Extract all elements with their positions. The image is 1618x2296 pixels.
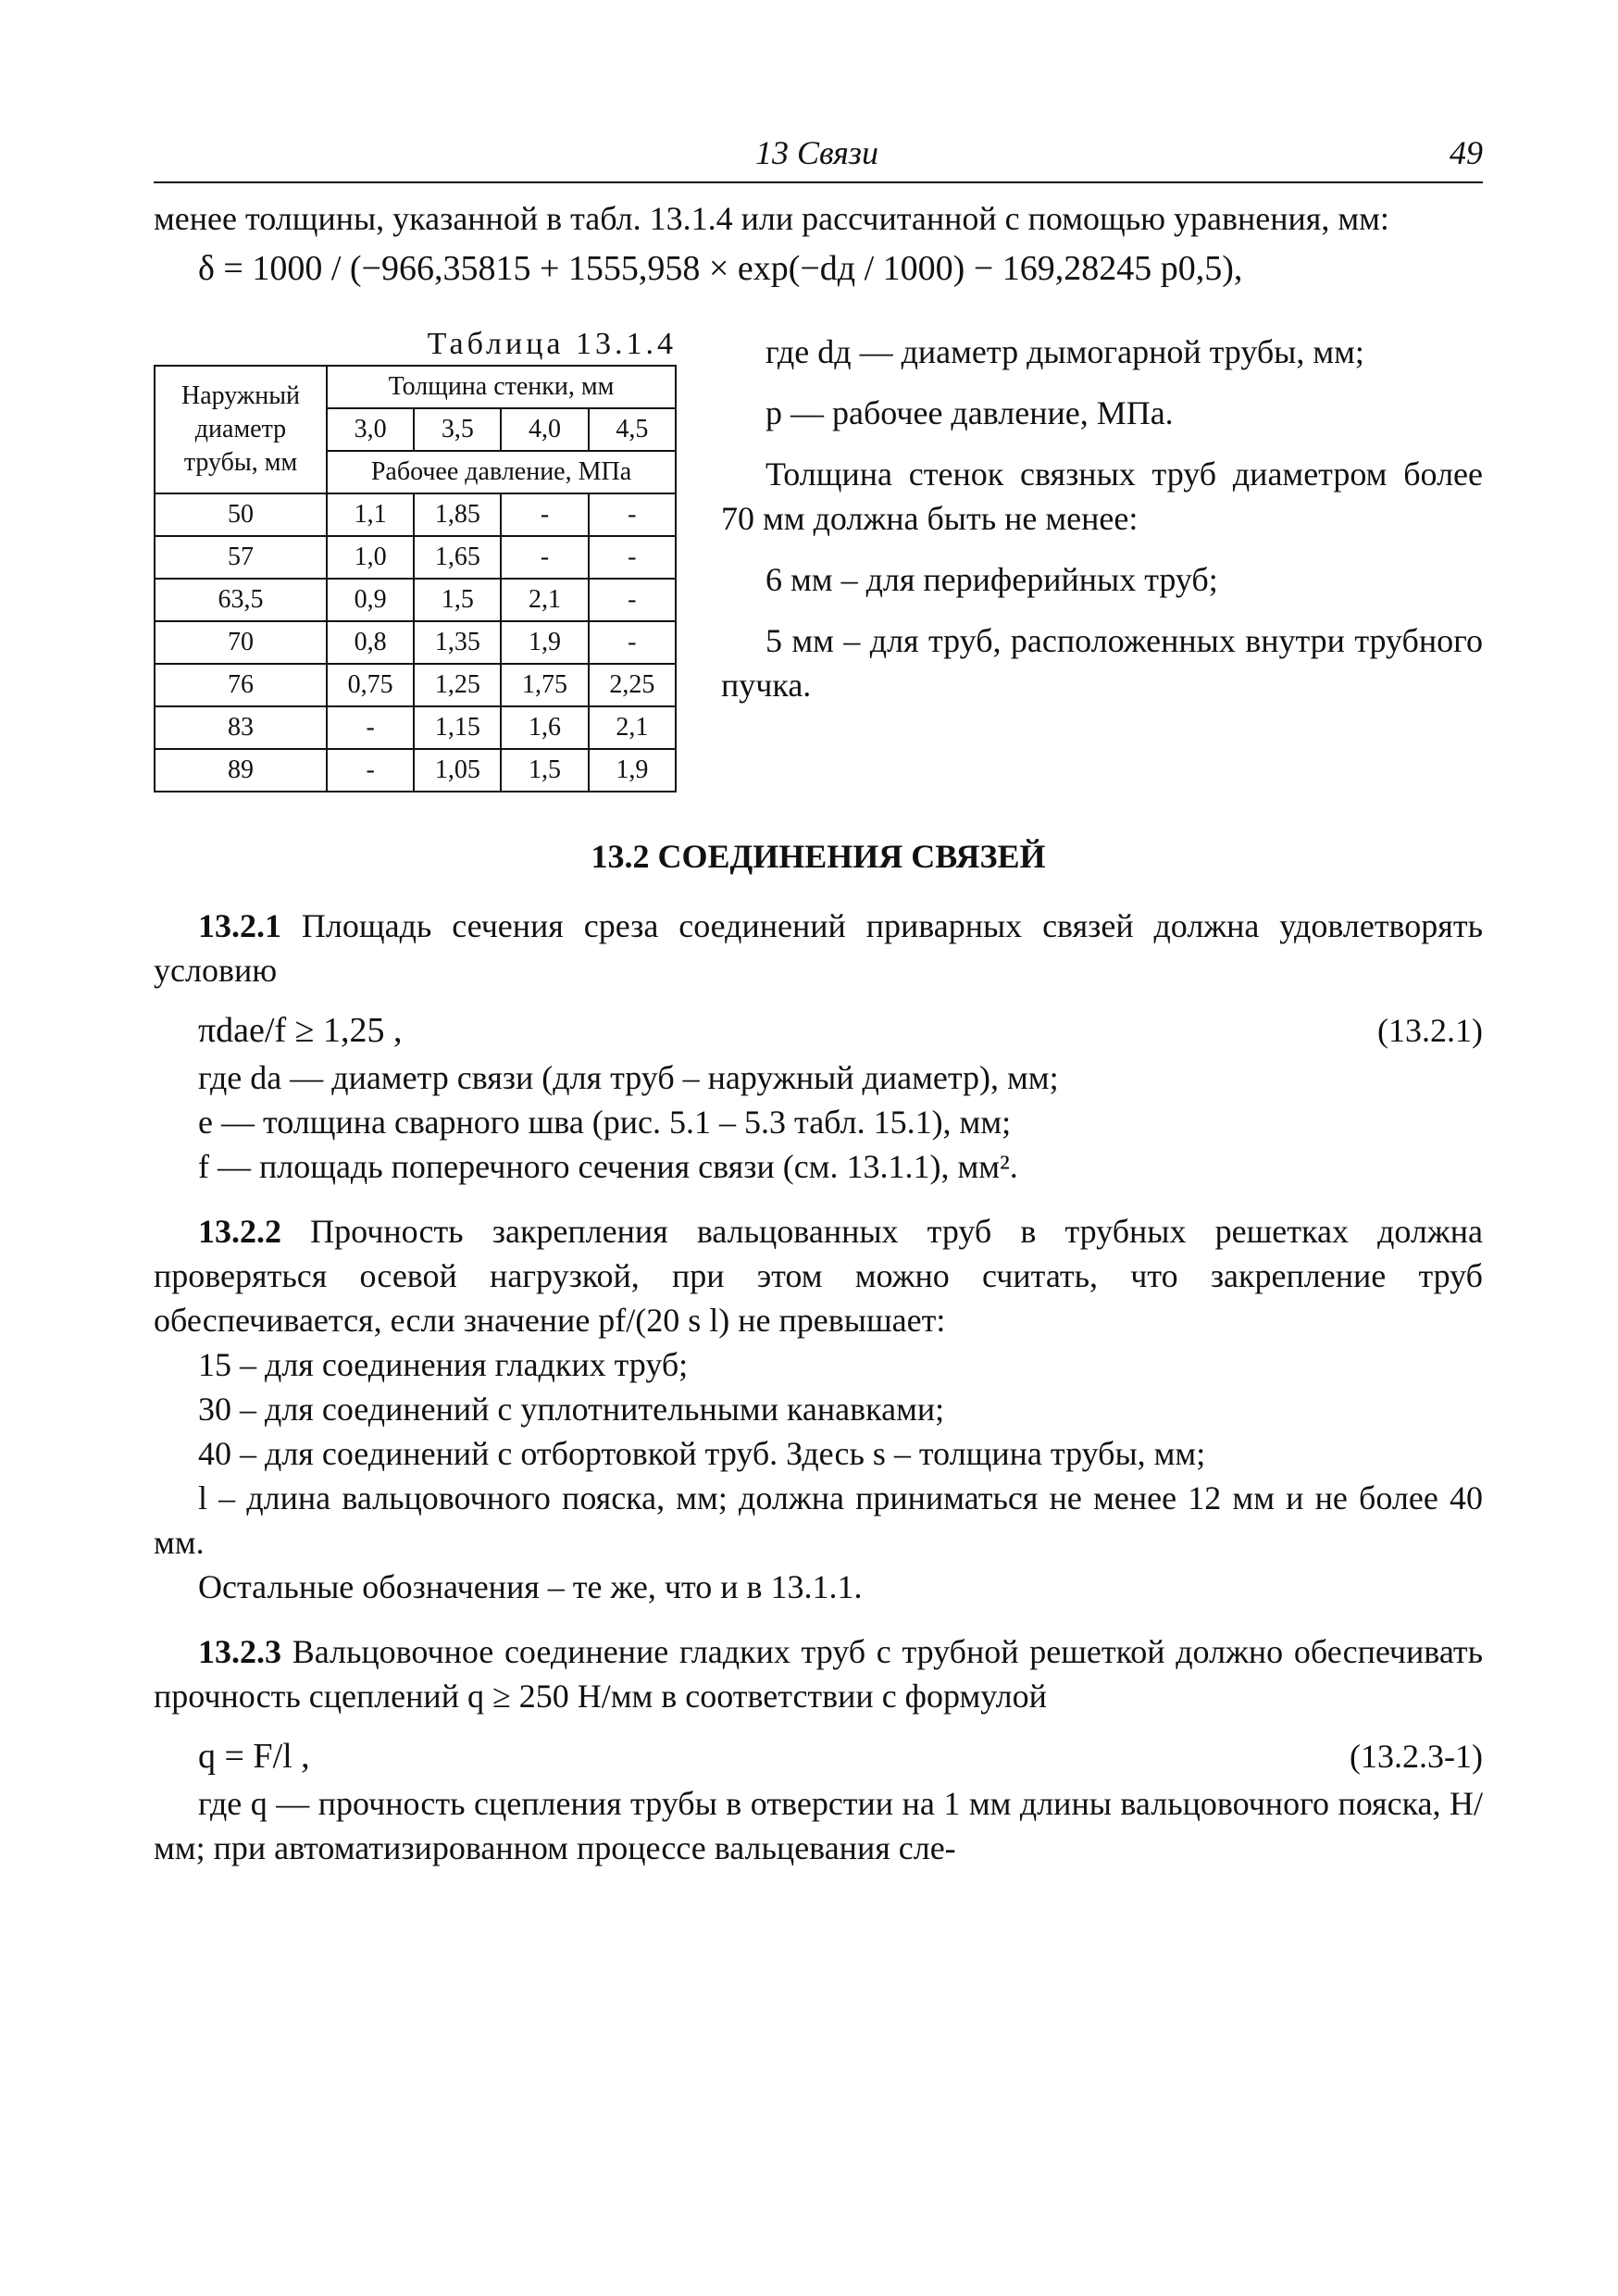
peripheral-tubes: 6 мм – для периферийных труб; <box>765 561 1218 598</box>
table-cell: - <box>589 579 676 621</box>
where-f: f — площадь поперечного сечения связи (см. 13.1.1), мм². <box>198 1148 1018 1185</box>
table-cell: 1,0 <box>327 536 414 579</box>
para-13-2-3 <box>154 1629 1483 1718</box>
table-cell: 1,6 <box>501 706 588 749</box>
table-row <box>155 706 676 749</box>
thickness-value: 3,5 <box>414 408 501 451</box>
para-13-2-2 <box>154 1209 1483 1342</box>
thickness-value: 4,5 <box>589 408 676 451</box>
where-da: где dа — диаметр связи (для труб – наружный диаметр), мм; <box>198 1059 1059 1096</box>
table-cell: 0,75 <box>327 664 414 706</box>
table-row <box>155 493 676 536</box>
equation-number: (13.2.3-1) <box>1350 1738 1483 1775</box>
table-row <box>155 749 676 792</box>
table-cell: - <box>501 493 588 536</box>
right-column <box>677 324 1483 792</box>
where-p: p — рабочее давление, МПа. <box>765 394 1174 431</box>
table-cell: 63,5 <box>155 579 327 621</box>
para-text: Площадь сечения среза соединений приварных связей должна удовлетворять условию <box>154 907 1484 989</box>
col-header-pressure: Рабочее давление, МПа <box>327 451 676 493</box>
list-item: 15 – для соединения гладких труб; <box>198 1346 689 1383</box>
table-row <box>155 664 676 706</box>
table-cell: 1,35 <box>414 621 501 664</box>
where-e: e — толщина сварного шва (рис. 5.1 – 5.3 табл. 15.1), мм; <box>198 1104 1012 1141</box>
list-item: 40 – для соединений с отбортовкой труб. Здесь s – толщина трубы, мм; <box>198 1435 1206 1472</box>
table-cell: 89 <box>155 749 327 792</box>
table-cell: 0,9 <box>327 579 414 621</box>
table-cell: - <box>327 706 414 749</box>
inner-tubes: 5 мм – для труб, расположенных внутри трубного пучка. <box>721 622 1483 704</box>
document-page <box>154 130 1483 1870</box>
table-cell: 1,85 <box>414 493 501 536</box>
table-cell: 1,5 <box>414 579 501 621</box>
table-cell: - <box>327 749 414 792</box>
table-cell: - <box>589 536 676 579</box>
wall-thickness-text: Толщина стенок связных труб диаметром более 70 мм должна быть не менее: <box>721 455 1483 537</box>
table-cell: 2,1 <box>501 579 588 621</box>
table-cell: 76 <box>155 664 327 706</box>
para-text: Прочность закрепления вальцованных труб в трубных решетках должна проверяться осевой нагрузкой, при этом можно считать, что закрепление труб обеспечивается, если значение pf/(20 s l) не превышает: <box>154 1213 1484 1339</box>
thickness-value: 3,0 <box>327 408 414 451</box>
section-title: 13.2 СОЕДИНЕНИЯ СВЯЗЕЙ <box>591 838 1046 875</box>
running-header <box>154 130 1483 183</box>
table-cell: 1,75 <box>501 664 588 706</box>
table-cell: 0,8 <box>327 621 414 664</box>
header-title: 13 Связи <box>755 134 878 171</box>
para-text: Вальцовочное соединение гладких труб с трубной решеткой должно обеспечивать прочность сцеплений q ≥ 250 Н/мм в соответствии с формулой <box>154 1633 1484 1715</box>
intro-text: менее толщины, указанной в табл. 13.1.4 или рассчитанной с помощью уравнения, мм: <box>154 200 1389 237</box>
table-cell: 2,25 <box>589 664 676 706</box>
para-number: 13.2.2 <box>198 1213 281 1250</box>
equation-formula: q = F/l , <box>198 1737 310 1776</box>
table-cell: 1,9 <box>501 621 588 664</box>
table-cell: - <box>589 493 676 536</box>
equation-formula: πdаe/f ≥ 1,25 , <box>198 1011 403 1050</box>
table-cell: 1,05 <box>414 749 501 792</box>
para-number: 13.2.1 <box>198 907 281 944</box>
table-cell: 57 <box>155 536 327 579</box>
list-item: l – длина вальцовочного пояска, мм; должна приниматься не менее 12 мм и не более 40 мм. <box>154 1479 1483 1561</box>
table-cell: 2,1 <box>589 706 676 749</box>
table-section <box>154 324 1483 792</box>
para-number: 13.2.3 <box>198 1633 281 1670</box>
table-cell: 1,1 <box>327 493 414 536</box>
thickness-value: 4,0 <box>501 408 588 451</box>
table-cell: 50 <box>155 493 327 536</box>
table-cell: 70 <box>155 621 327 664</box>
table-row <box>155 579 676 621</box>
equation-13-2-1 <box>154 1005 1483 1055</box>
col-header-thickness: Толщина стенки, мм <box>327 366 676 408</box>
table-body <box>155 493 676 792</box>
table-cell: 1,25 <box>414 664 501 706</box>
equation-13-2-3-1 <box>154 1731 1483 1781</box>
table-cell: 1,9 <box>589 749 676 792</box>
table-row <box>155 621 676 664</box>
thickness-table <box>154 365 677 792</box>
table-cell: - <box>589 621 676 664</box>
table-cell: 83 <box>155 706 327 749</box>
table-cell: 1,65 <box>414 536 501 579</box>
table-cell: 1,15 <box>414 706 501 749</box>
page-number: 49 <box>1450 134 1483 171</box>
table-wrapper <box>154 324 677 792</box>
list-item: 30 – для соединений с уплотнительными канавками; <box>198 1391 945 1428</box>
table-caption: Таблица 13.1.4 <box>427 327 677 361</box>
list-item: Остальные обозначения – те же, что и в 13.1.1. <box>198 1568 863 1605</box>
table-row <box>155 536 676 579</box>
table-cell: 1,5 <box>501 749 588 792</box>
col-header-diameter: Наружный диаметр трубы, мм <box>155 366 327 493</box>
where-d: где dд — диаметр дымогарной трубы, мм; <box>765 333 1364 370</box>
formula-delta: δ = 1000 / (−966,35815 + 1555,958 × exp(−dд / 1000) − 169,28245 p0,5), <box>198 249 1243 288</box>
equation-number: (13.2.1) <box>1377 1012 1483 1049</box>
where-q: где q — прочность сцепления трубы в отверстии на 1 мм длины вальцовочного пояска, Н/мм; при автоматизированном процессе вальцевания сле- <box>154 1785 1483 1866</box>
para-13-2-1 <box>154 904 1483 992</box>
table-cell: - <box>501 536 588 579</box>
